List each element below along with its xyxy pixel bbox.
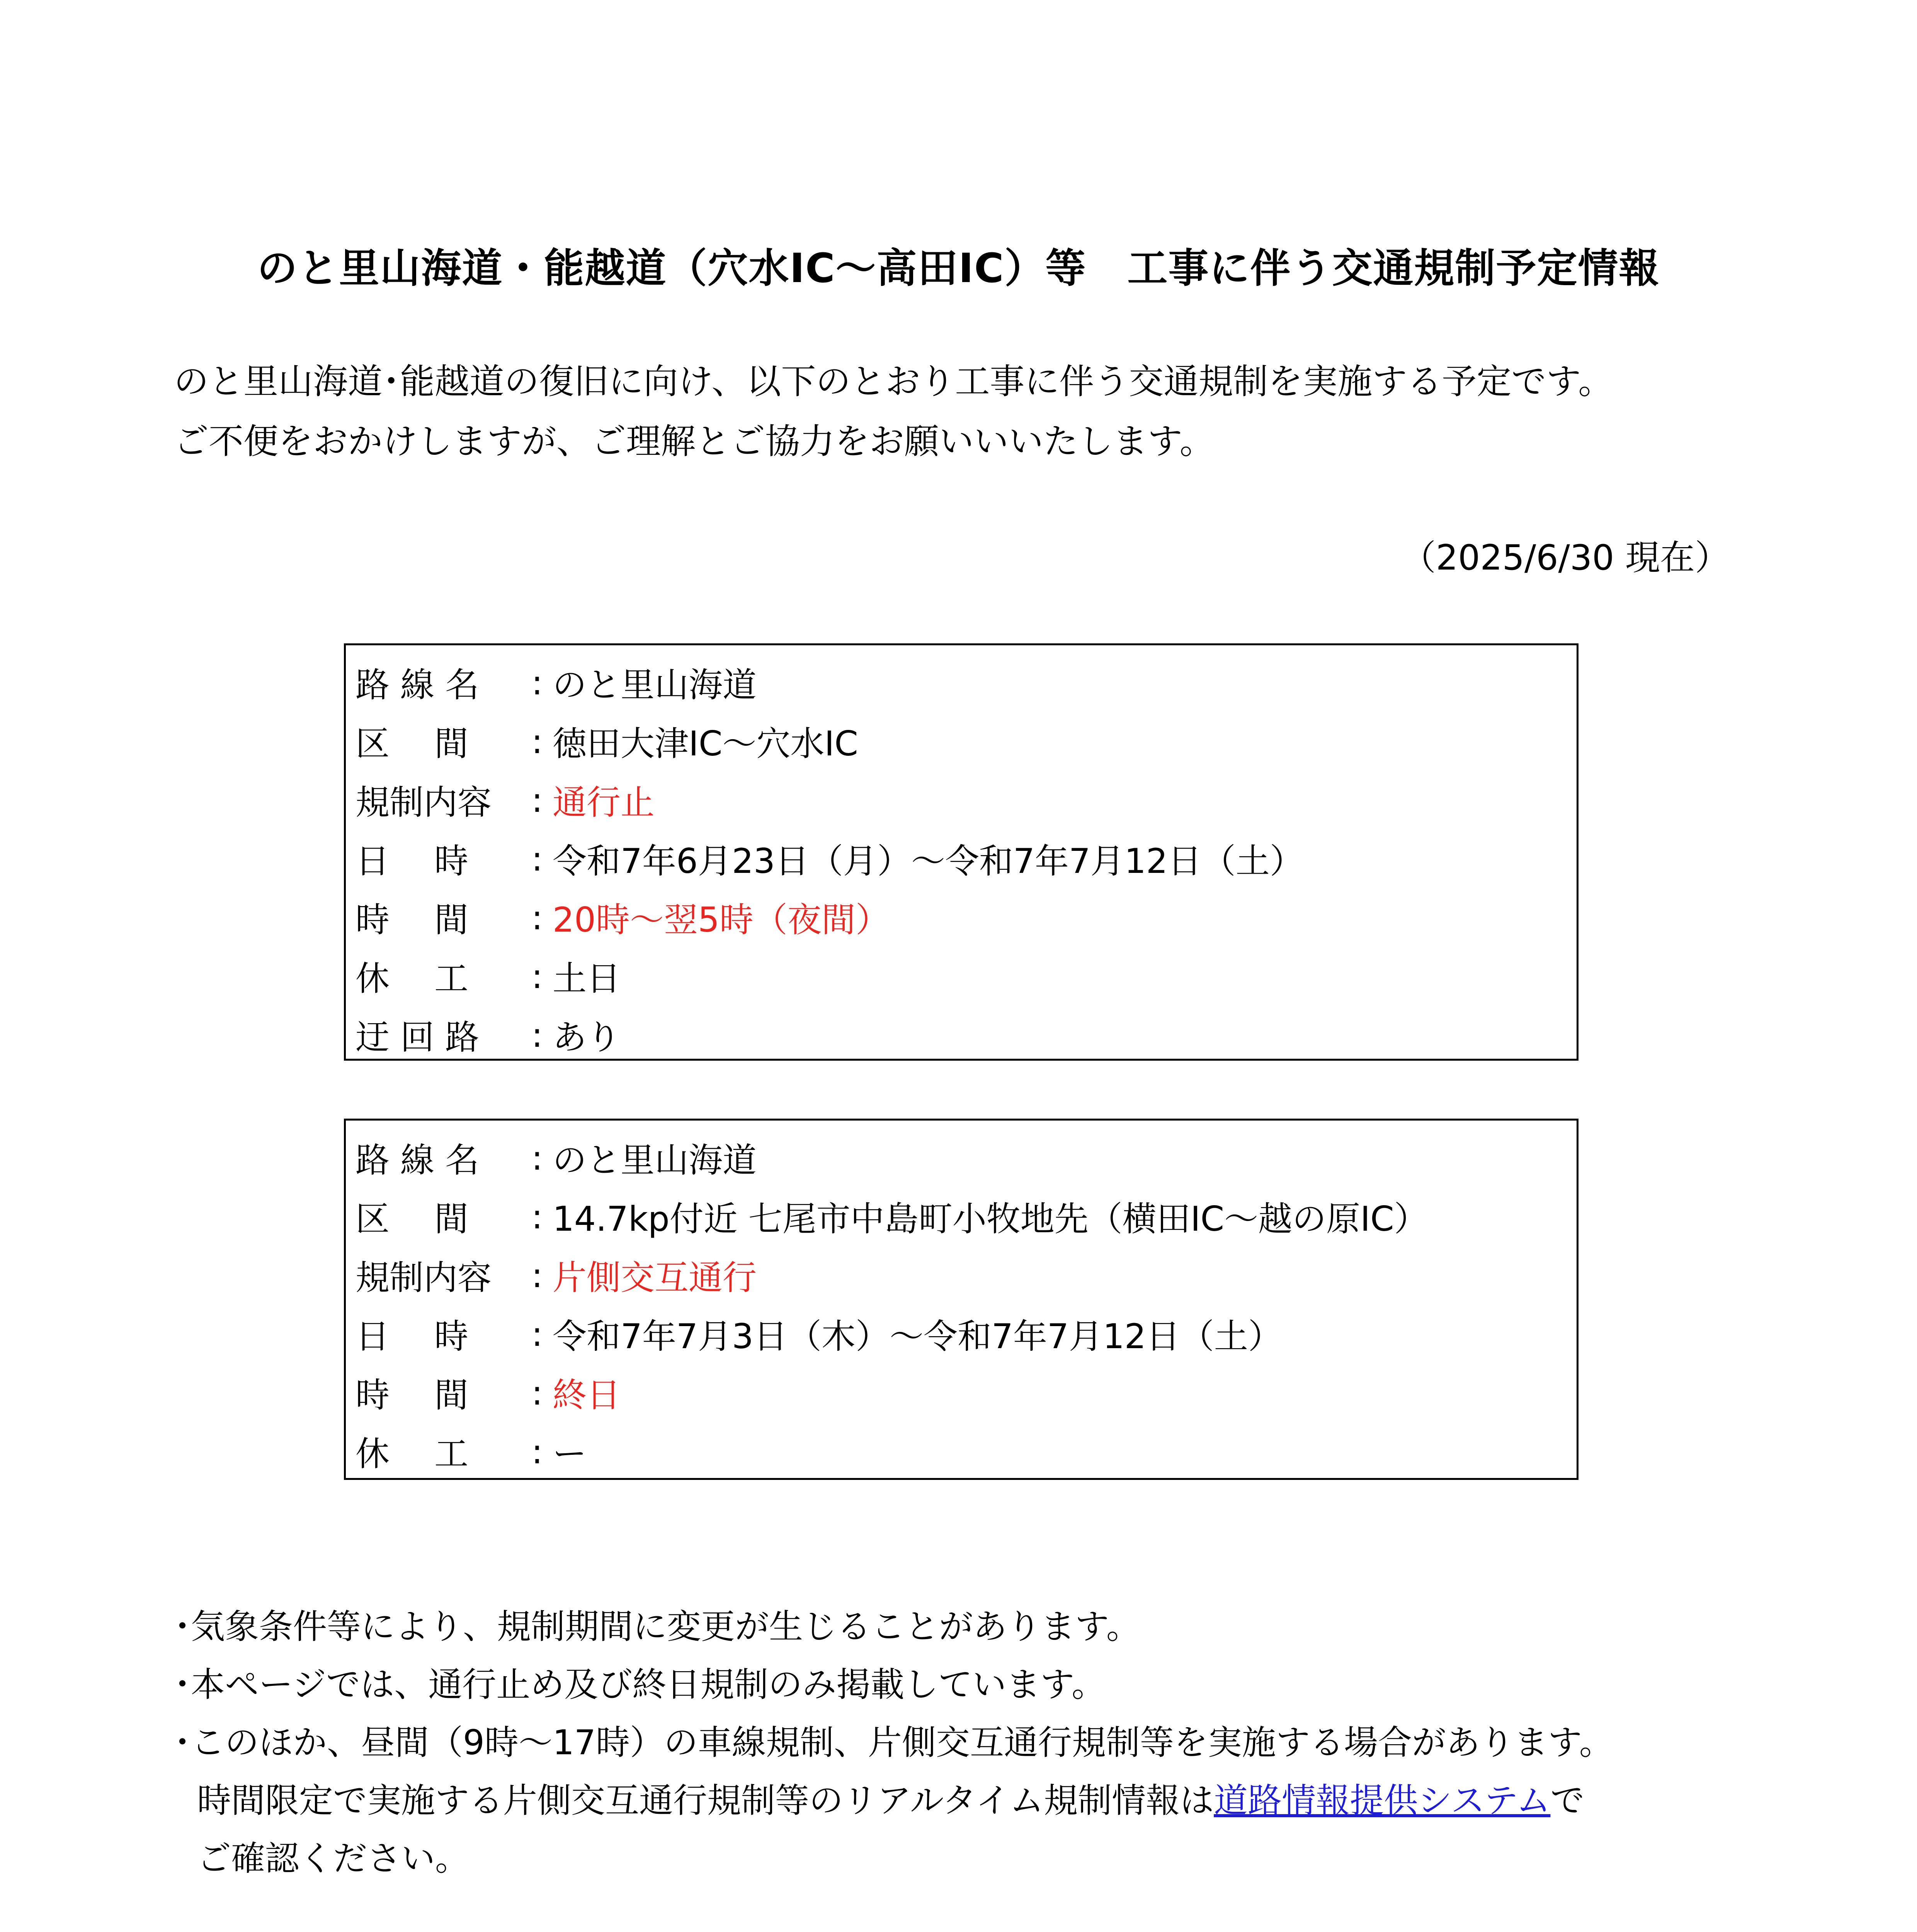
regulation-block-2	[344, 1119, 1579, 1480]
route-label: 路 線 名	[356, 1140, 479, 1180]
separator: :	[531, 780, 543, 820]
holiday-row	[356, 1422, 1577, 1481]
separator: :	[531, 897, 543, 937]
date-row	[356, 829, 1577, 888]
holiday-value: 土日	[553, 959, 621, 998]
content-row	[356, 770, 1577, 829]
time-value: 20時～翌5時（夜間）	[553, 900, 890, 940]
detour-row	[356, 1005, 1577, 1064]
separator: :	[531, 1015, 543, 1055]
route-value: のと里山海道	[553, 665, 757, 705]
separator: :	[531, 956, 543, 996]
holiday-value: ー	[553, 1434, 587, 1474]
date-label: 日 時	[356, 1316, 468, 1356]
content-value: 通行止	[553, 782, 655, 822]
detour-label: 迂 回 路	[356, 1017, 479, 1057]
separator: :	[531, 1314, 543, 1354]
note-daytime: ･このほか、昼間（9時～17時）の車線規制、片側交互通行規制等を実施する場合があります。	[174, 1723, 1613, 1762]
holiday-label: 休 工	[356, 959, 468, 998]
intro-line-1: のと里山海道･能越道の復旧に向け、以下のとおり工事に伴う交通規制を実施する予定です。	[174, 361, 1613, 402]
section-value: 14.7kp付近 七尾市中島町小牧地先（横田IC～越の原IC）	[553, 1199, 1428, 1239]
date-label: 日 時	[356, 841, 468, 881]
detour-value: あり	[553, 1017, 621, 1057]
page-title: のと里山海道・能越道（穴水IC～高田IC）等 工事に伴う交通規制予定情報	[257, 245, 1660, 292]
separator: :	[531, 1196, 543, 1236]
holiday-label: 休 工	[356, 1434, 468, 1474]
time-label: 時 間	[356, 900, 468, 940]
separator: :	[531, 721, 543, 761]
section-label: 区 間	[356, 724, 468, 764]
note-realtime-suffix: で	[1550, 1781, 1585, 1820]
date-value: 令和7年6月23日（月）～令和7年7月12日（土）	[553, 841, 1304, 881]
section-value: 徳田大津IC～穴水IC	[553, 724, 858, 764]
content-label: 規制内容	[356, 1258, 492, 1298]
time-row	[356, 1363, 1577, 1422]
section-row	[356, 712, 1577, 770]
date-row	[356, 1304, 1577, 1363]
intro-line-2: ご不便をおかけしますが、ご理解とご協力をお願いいいたします。	[174, 421, 1214, 462]
regulation-block-1	[344, 643, 1579, 1061]
content-label: 規制内容	[356, 782, 492, 822]
route-row	[356, 653, 1577, 712]
as-of-date: （2025/6/30 現在）	[1401, 537, 1730, 578]
time-value: 終日	[553, 1375, 621, 1415]
separator: :	[531, 1431, 543, 1471]
separator: :	[531, 1255, 543, 1295]
content-row	[356, 1246, 1577, 1304]
route-value: のと里山海道	[553, 1140, 757, 1180]
note-realtime	[174, 1772, 1613, 1830]
time-row	[356, 888, 1577, 947]
date-value: 令和7年7月3日（木）～令和7年7月12日（土）	[553, 1316, 1282, 1356]
notes	[174, 1598, 1613, 1888]
separator: :	[531, 838, 543, 879]
intro-text	[174, 352, 1613, 471]
holiday-row	[356, 947, 1577, 1005]
section-label: 区 間	[356, 1199, 468, 1239]
separator: :	[531, 1372, 543, 1413]
content-value: 片側交互通行	[553, 1258, 757, 1298]
road-info-system-link[interactable]: 道路情報提供システム	[1214, 1781, 1551, 1820]
note-realtime-text: 時間限定で実施する片側交互通行規制等のリアルタイム規制情報は	[197, 1781, 1214, 1820]
separator: :	[531, 662, 543, 702]
note-scope: ･本ページでは、通行止め及び終日規制のみ掲載しています。	[174, 1665, 1106, 1704]
section-row	[356, 1187, 1577, 1246]
note-confirm: ご確認ください。	[197, 1838, 469, 1878]
route-row	[356, 1128, 1577, 1187]
time-label: 時 間	[356, 1375, 468, 1415]
separator: :	[531, 1138, 543, 1178]
note-weather: ･気象条件等により、規制期間に変更が生じることがあります。	[174, 1607, 1140, 1646]
route-label: 路 線 名	[356, 665, 479, 705]
